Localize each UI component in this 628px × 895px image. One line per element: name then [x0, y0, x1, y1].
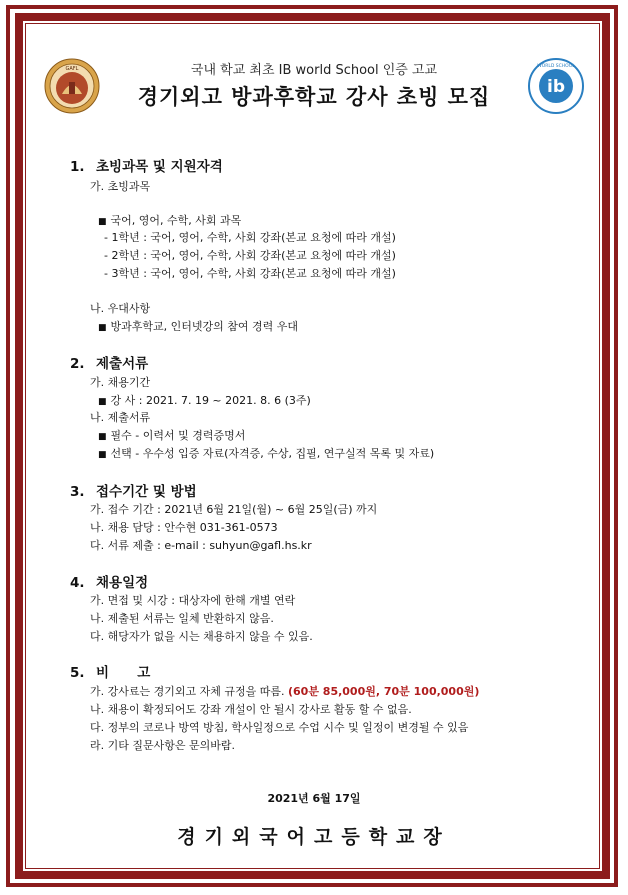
square-bullet-icon: ■	[98, 450, 107, 460]
school-signature: 경기외국어고등학교장	[177, 826, 451, 848]
section-1-detail-1: - 1학년 : 국어, 영어, 수학, 사회 강좌(본교 요청에 따라 개설)	[104, 231, 396, 244]
section-5-item-ga: 가. 강사료는 경기외고 자체 규정을 따름. (60분 85,000원, 70분 100,000원)	[90, 685, 480, 698]
section-4-item-da: 다. 해당자가 없을 시는 채용하지 않을 수 있음.	[90, 630, 313, 643]
fee-highlight: (60분 85,000원, 70분 100,000원)	[288, 685, 480, 698]
section-2-heading: 2. 제출서류	[70, 356, 149, 372]
section-1-bullet-2: ■ 방과후학교, 인터넷강의 참여 경력 우대	[98, 320, 299, 333]
section-1-item-na: 나. 우대사항	[90, 302, 151, 315]
section-2-bullet-1: ■ 강 사 : 2021. 7. 19 ~ 2021. 8. 6 (3주)	[98, 394, 311, 407]
svg-text:WORLD SCHOOL: WORLD SCHOOL	[537, 64, 575, 69]
subtitle: 국내 학교 최초 IB world School 인증 고교	[190, 63, 438, 78]
section-5-heading: 5. 비 고	[70, 665, 151, 681]
svg-text:GAFL: GAFL	[65, 66, 79, 72]
section-3-item-ga: 가. 접수 기간 : 2021년 6월 21일(월) ~ 6월 25일(금) 까지	[90, 503, 378, 516]
section-5-item-na: 나. 채용이 확정되어도 강좌 개설이 안 될시 강사로 활동 할 수 없음.	[90, 703, 412, 716]
section-3-item-da: 다. 서류 제출 : e-mail : suhyun@gafl.hs.kr	[90, 539, 312, 552]
square-bullet-icon: ■	[98, 323, 107, 333]
section-1-detail-2: - 2학년 : 국어, 영어, 수학, 사회 강좌(본교 요청에 따라 개설)	[104, 249, 396, 262]
section-4-heading: 4. 채용일정	[70, 575, 149, 591]
section-5-item-ra: 라. 기타 질문사항은 문의바람.	[90, 739, 235, 752]
section-2-item-na: 나. 제출서류	[90, 411, 151, 424]
section-4-item-na: 나. 제출된 서류는 일체 반환하지 않음.	[90, 612, 274, 625]
section-3-item-na: 나. 채용 담당 : 안수현 031-361-0573	[90, 521, 278, 534]
section-1-detail-3: - 3학년 : 국어, 영어, 수학, 사회 강좌(본교 요청에 따라 개설)	[104, 267, 396, 280]
section-2-bullet-2: ■ 필수 - 이력서 및 경력증명서	[98, 429, 246, 442]
section-5-item-da: 다. 정부의 코로나 방역 방침, 학사일정으로 수업 시수 및 일정이 변경될 수 있음	[90, 721, 469, 734]
section-1-heading: 1. 초빙과목 및 지원자격	[70, 159, 223, 175]
section-4-item-ga: 가. 면접 및 시강 : 대상자에 한해 개별 연락	[90, 594, 296, 607]
section-2-item-ga: 가. 채용기간	[90, 376, 151, 389]
svg-text:ib: ib	[547, 77, 565, 97]
section-1-bullet-1: ■ 국어, 영어, 수학, 사회 과목	[98, 214, 242, 227]
section-1-item-ga: 가. 초빙과목	[90, 180, 151, 193]
page-title: 경기외고 방과후학교 강사 초빙 모집	[137, 85, 491, 109]
section-3-heading: 3. 접수기간 및 방법	[70, 484, 197, 500]
square-bullet-icon: ■	[98, 217, 107, 227]
issue-date: 2021년 6월 17일	[267, 792, 361, 805]
square-bullet-icon: ■	[98, 397, 107, 407]
section-2-bullet-3: ■ 선택 - 우수성 입증 자료(자격증, 수상, 집필, 연구실적 목록 및 자료)	[98, 447, 435, 460]
square-bullet-icon: ■	[98, 432, 107, 442]
